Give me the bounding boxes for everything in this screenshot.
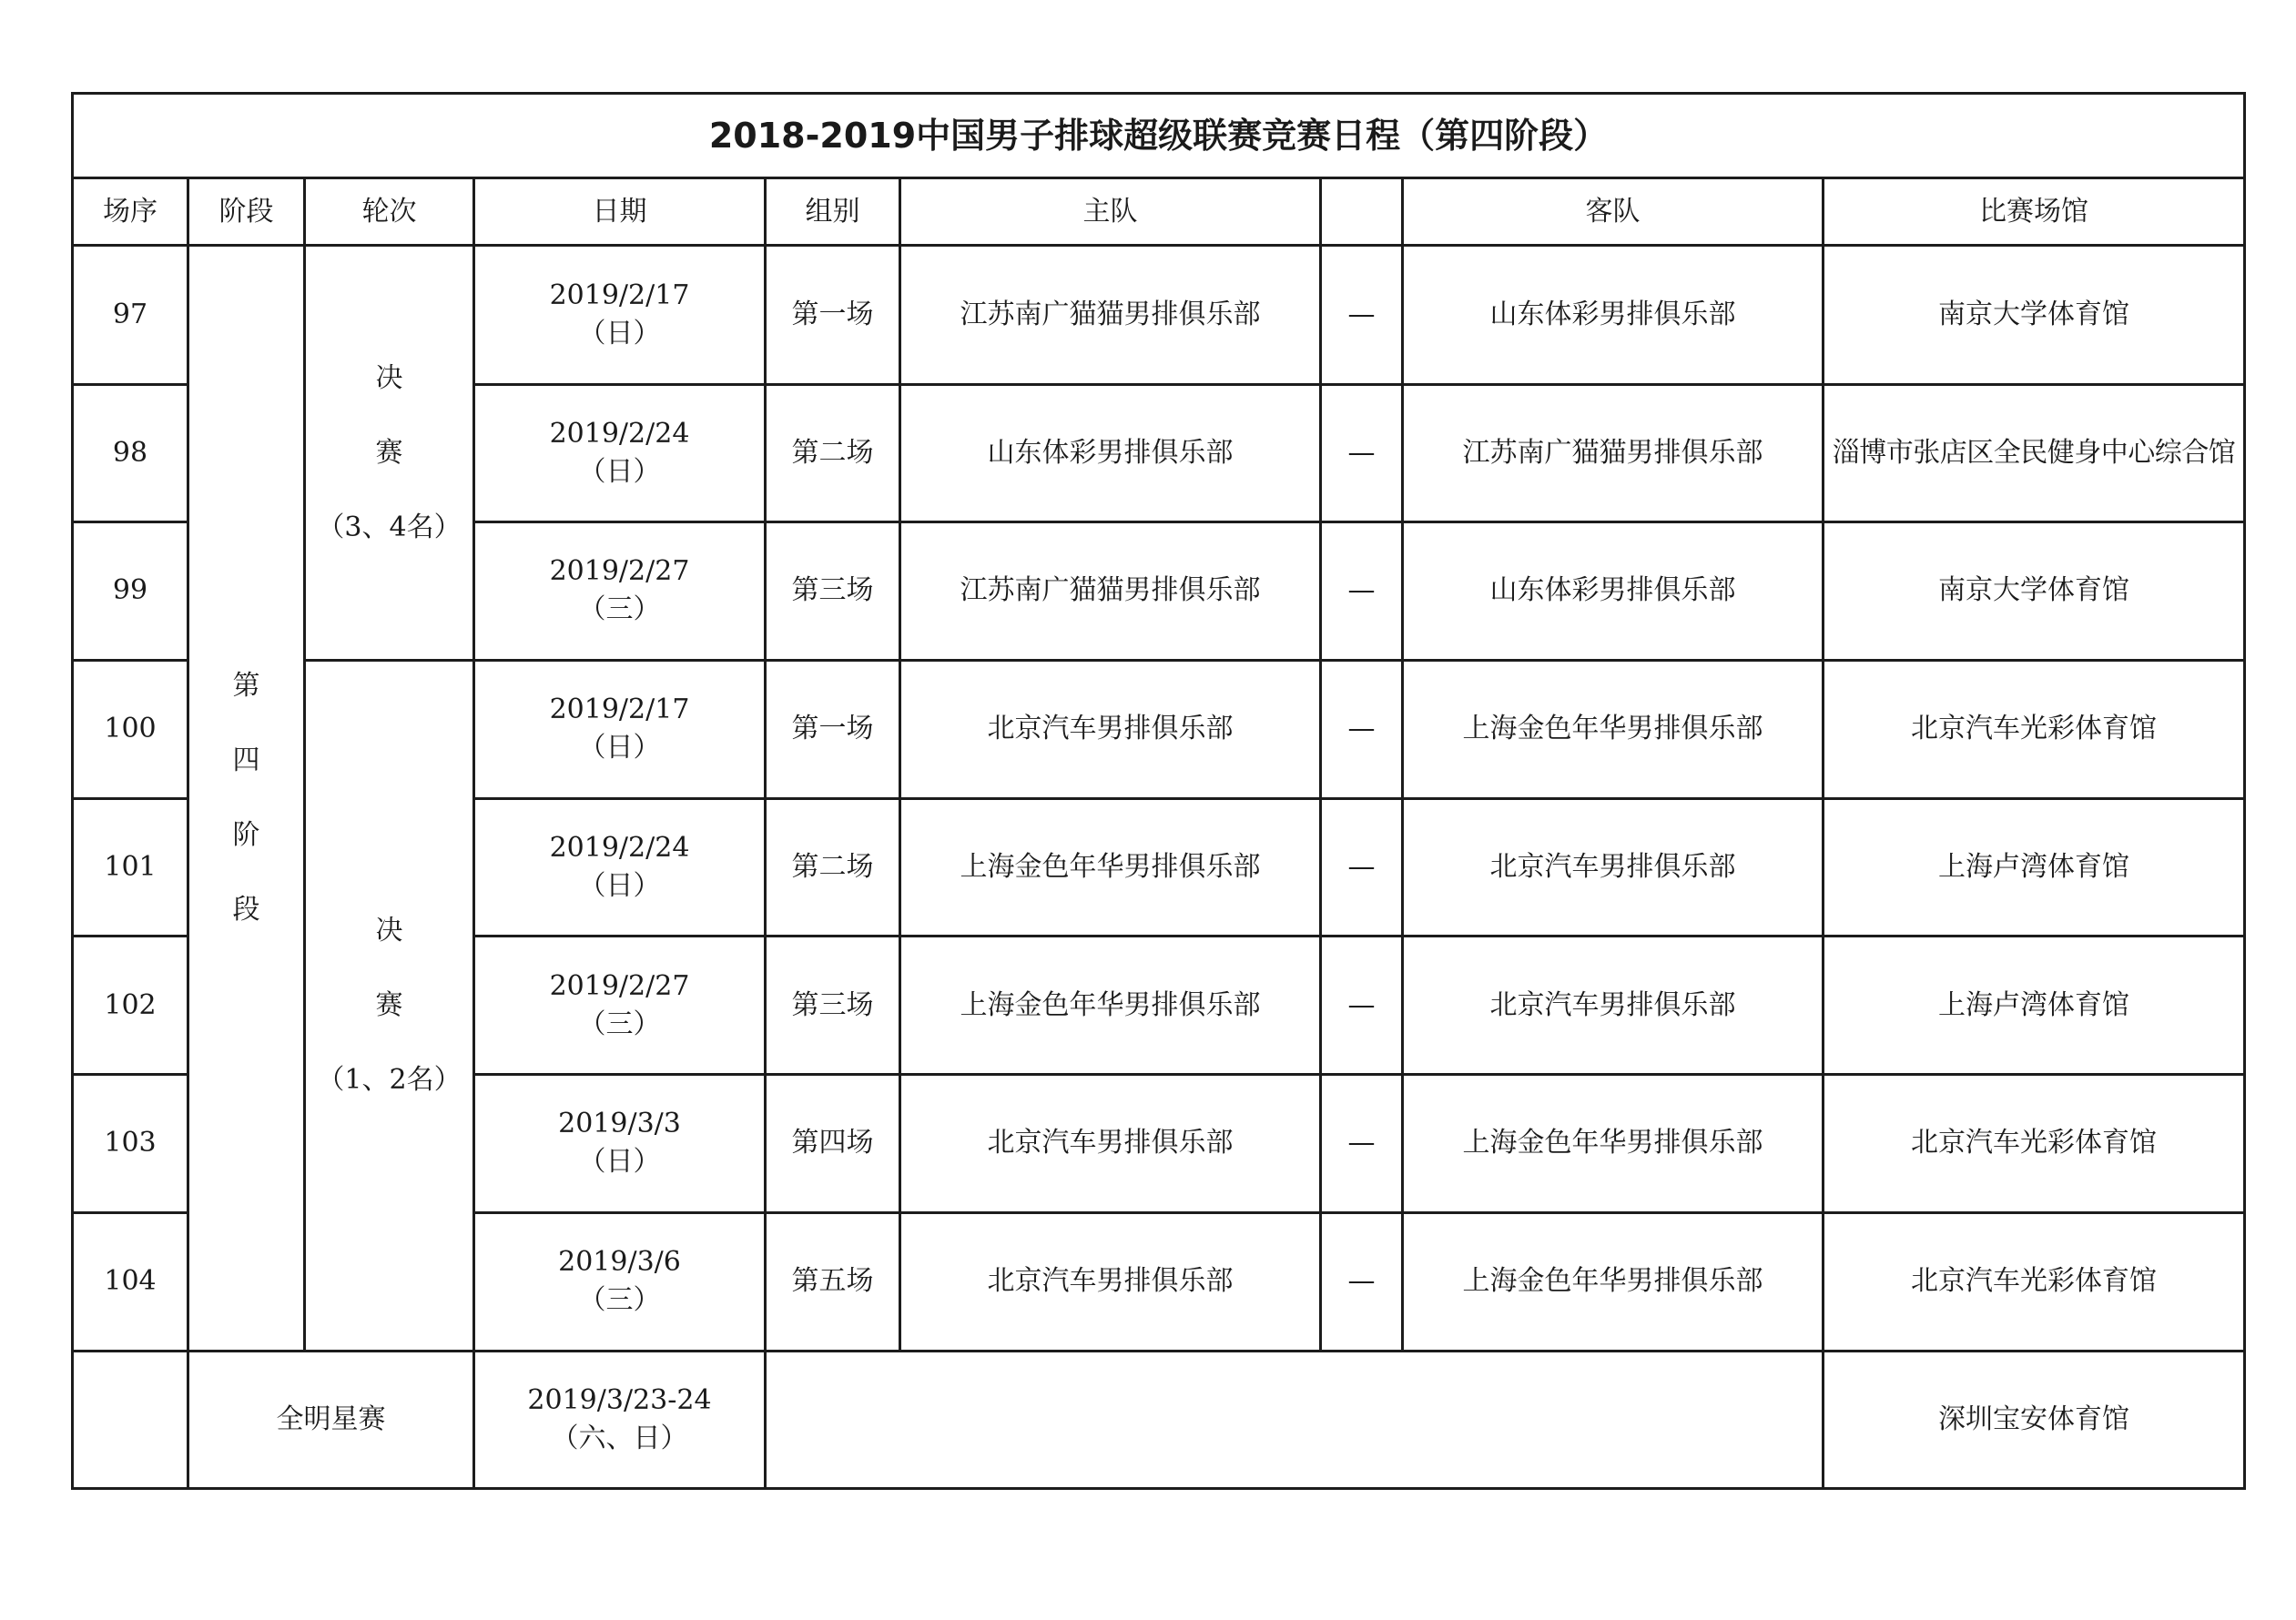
allstar-name: 全明星赛 — [188, 1351, 474, 1488]
page-title: 2018-2019中国男子排球超级联赛竞赛日程（第四阶段） — [73, 94, 2245, 178]
allstar-venue: 深圳宝安体育馆 — [1824, 1351, 2245, 1488]
venue: 北京汽车光彩体育馆 — [1824, 1213, 2245, 1351]
away-team: 上海金色年华男排俱乐部 — [1403, 660, 1824, 798]
weekday-text: （日） — [578, 1146, 661, 1179]
match-no: 102 — [73, 937, 188, 1074]
vs-dash: — — [1321, 798, 1403, 936]
stage-char: 第 — [232, 669, 260, 702]
date-text: 2019/2/24 — [549, 418, 690, 450]
date-text: 2019/3/3 — [558, 1108, 681, 1140]
venue: 北京汽车光彩体育馆 — [1824, 1074, 2245, 1212]
venue: 上海卢湾体育馆 — [1824, 937, 2245, 1074]
header-round: 轮次 — [305, 178, 474, 246]
stage-char: 阶 — [232, 818, 260, 851]
match-date — [474, 1213, 766, 1351]
venue: 淄博市张店区全民健身中心综合馆 — [1824, 384, 2245, 521]
header-group: 组别 — [766, 178, 900, 246]
home-team: 北京汽车男排俱乐部 — [900, 1074, 1321, 1212]
match-group: 第一场 — [766, 660, 900, 798]
weekday-text: （日） — [578, 732, 661, 764]
header-date: 日期 — [474, 178, 766, 246]
match-date — [474, 660, 766, 798]
away-team: 山东体彩男排俱乐部 — [1403, 246, 1824, 384]
venue: 南京大学体育馆 — [1824, 522, 2245, 660]
match-no: 104 — [73, 1213, 188, 1351]
allstar-row — [73, 1351, 2245, 1488]
home-team: 北京汽车男排俱乐部 — [900, 1213, 1321, 1351]
vs-dash: — — [1321, 1213, 1403, 1351]
round-line: （1、2名） — [317, 1063, 462, 1096]
home-team: 江苏南广猫猫男排俱乐部 — [900, 522, 1321, 660]
venue: 南京大学体育馆 — [1824, 246, 2245, 384]
home-team: 上海金色年华男排俱乐部 — [900, 798, 1321, 936]
match-date — [474, 384, 766, 521]
match-group: 第一场 — [766, 246, 900, 384]
allstar-date — [474, 1351, 766, 1488]
vs-dash: — — [1321, 522, 1403, 660]
match-no: 99 — [73, 522, 188, 660]
match-group: 第三场 — [766, 522, 900, 660]
date-text: 2019/2/17 — [549, 694, 690, 726]
header-no: 场序 — [73, 178, 188, 246]
stage-char: 段 — [232, 893, 260, 926]
schedule-table — [71, 92, 2246, 1490]
table-row — [73, 660, 2245, 798]
away-team: 上海金色年华男排俱乐部 — [1403, 1213, 1824, 1351]
round-line: （3、4名） — [317, 511, 462, 543]
header-vs — [1321, 178, 1403, 246]
home-team: 上海金色年华男排俱乐部 — [900, 937, 1321, 1074]
vs-dash: — — [1321, 384, 1403, 521]
date-text: 2019/2/27 — [549, 555, 690, 588]
venue: 上海卢湾体育馆 — [1824, 798, 2245, 936]
date-text: 2019/3/23-24 — [527, 1383, 712, 1416]
header-stage: 阶段 — [188, 178, 305, 246]
round-cell-final — [305, 660, 474, 1351]
away-team: 山东体彩男排俱乐部 — [1403, 522, 1824, 660]
header-venue: 比赛场馆 — [1824, 178, 2245, 246]
match-no: 100 — [73, 660, 188, 798]
weekday-text: （六、日） — [551, 1422, 688, 1454]
weekday-text: （日） — [578, 870, 661, 903]
home-team: 山东体彩男排俱乐部 — [900, 384, 1321, 521]
match-date — [474, 522, 766, 660]
allstar-empty-cell — [766, 1351, 1824, 1488]
header-row — [73, 178, 2245, 246]
weekday-text: （三） — [578, 1007, 661, 1040]
match-date — [474, 1074, 766, 1212]
venue: 北京汽车光彩体育馆 — [1824, 660, 2245, 798]
away-team: 北京汽车男排俱乐部 — [1403, 798, 1824, 936]
date-text: 2019/2/27 — [549, 969, 690, 1002]
title-row — [73, 94, 2245, 178]
round-line: 赛 — [375, 436, 403, 469]
away-team: 北京汽车男排俱乐部 — [1403, 937, 1824, 1074]
match-group: 第二场 — [766, 384, 900, 521]
match-date — [474, 798, 766, 936]
home-team: 江苏南广猫猫男排俱乐部 — [900, 246, 1321, 384]
match-date — [474, 246, 766, 384]
allstar-no — [73, 1351, 188, 1488]
table-row — [73, 246, 2245, 384]
match-no: 101 — [73, 798, 188, 936]
header-home: 主队 — [900, 178, 1321, 246]
round-line: 决 — [375, 914, 403, 947]
match-group: 第五场 — [766, 1213, 900, 1351]
date-text: 2019/2/17 — [549, 279, 690, 312]
weekday-text: （三） — [578, 593, 661, 626]
stage-char: 四 — [232, 744, 260, 776]
header-away: 客队 — [1403, 178, 1824, 246]
stage-cell — [188, 246, 305, 1351]
away-team: 上海金色年华男排俱乐部 — [1403, 1074, 1824, 1212]
weekday-text: （日） — [578, 318, 661, 350]
round-cell-third-place — [305, 246, 474, 660]
round-line: 决 — [375, 361, 403, 394]
weekday-text: （日） — [578, 456, 661, 488]
match-no: 97 — [73, 246, 188, 384]
round-line: 赛 — [375, 988, 403, 1021]
vs-dash: — — [1321, 1074, 1403, 1212]
away-team: 江苏南广猫猫男排俱乐部 — [1403, 384, 1824, 521]
match-date — [474, 937, 766, 1074]
match-no: 103 — [73, 1074, 188, 1212]
match-group: 第四场 — [766, 1074, 900, 1212]
vs-dash: — — [1321, 660, 1403, 798]
vs-dash: — — [1321, 246, 1403, 384]
match-no: 98 — [73, 384, 188, 521]
weekday-text: （三） — [578, 1284, 661, 1317]
date-text: 2019/2/24 — [549, 832, 690, 865]
match-group: 第三场 — [766, 937, 900, 1074]
home-team: 北京汽车男排俱乐部 — [900, 660, 1321, 798]
match-group: 第二场 — [766, 798, 900, 936]
date-text: 2019/3/6 — [558, 1246, 681, 1279]
vs-dash: — — [1321, 937, 1403, 1074]
